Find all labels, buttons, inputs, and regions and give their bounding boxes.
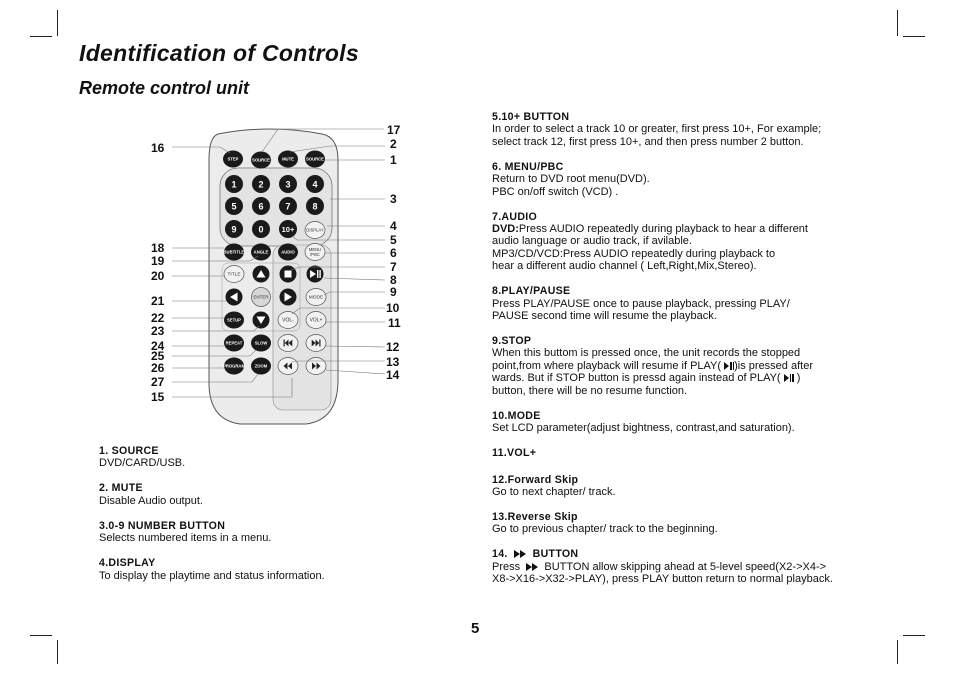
item-heading: 13.Reverse Skip (492, 510, 578, 523)
item-text (492, 360, 892, 372)
desc-item-forward-skip (492, 474, 892, 499)
desc-item-mode (492, 410, 892, 435)
item-text: Disable Audio output. (99, 494, 203, 507)
crop-mark (30, 635, 52, 636)
callout-23: 23 (151, 324, 165, 338)
title-label: TITLE (227, 272, 241, 278)
callout-4: 4 (390, 219, 397, 233)
item-text: select track 12, first press 10+, and then press number 2 button. (492, 135, 804, 148)
pause-bar-icon (792, 374, 794, 382)
left-description-column (99, 445, 399, 595)
desc-item-10plus (492, 111, 892, 148)
pause-bar-icon (790, 374, 792, 382)
item-text: Press PLAY/PAUSE once to pause playback, pressing PLAY/ (492, 297, 790, 310)
callout-15: 15 (151, 390, 165, 404)
item-text-rest: Press AUDIO repeatedly during playback to hear a different (518, 223, 808, 236)
desc-item-display (99, 557, 399, 582)
item-text (492, 223, 892, 235)
item-text-part: ) (796, 372, 801, 385)
desc-item-fast-forward (492, 548, 892, 585)
callout-18: 18 (151, 241, 165, 255)
item-text-bold: DVD: (492, 223, 519, 236)
item-heading: 12.Forward Skip (492, 473, 579, 486)
item-text: X8->X16->X32->PLAY), press PLAY button return to normal playback. (492, 573, 833, 586)
callout-3: 3 (390, 192, 397, 206)
item-text (492, 372, 892, 384)
crop-mark (897, 10, 898, 36)
number-3-label: 3 (285, 179, 291, 190)
crop-mark (57, 640, 58, 664)
item-text-part: )is pressed after (734, 359, 813, 372)
number-5-label: 5 (231, 201, 237, 212)
item-heading: 1. SOURCE (99, 445, 159, 457)
callout-21: 21 (151, 294, 165, 308)
item-text-part: Press (492, 560, 521, 573)
menu-label: MENU (308, 247, 322, 252)
crop-mark (897, 640, 898, 664)
desc-item-mute (99, 482, 399, 507)
callout-17: 17 (387, 123, 401, 137)
callout-10: 10 (386, 301, 400, 315)
play-pause-icon (724, 362, 729, 370)
mode-label: MODE (308, 295, 324, 301)
crop-mark (57, 10, 58, 36)
item-heading: 6. MENU/PBC (492, 160, 564, 173)
stop-icon (285, 271, 292, 278)
callout-1: 1 (390, 153, 397, 167)
vol-minus-label: VOL- (282, 317, 294, 324)
item-text: PBC on/off switch (VCD) . (492, 185, 619, 198)
callout-7: 7 (390, 260, 397, 274)
display-label: DISPLAY (306, 227, 324, 233)
item-text: audio language or audio track, if avilable. (492, 235, 692, 248)
callout-26: 26 (151, 361, 165, 375)
number-6-label: 6 (258, 201, 264, 212)
item-text-part: wards. But if STOP button is pressd again instead of PLAY( (492, 372, 781, 385)
item-text: DVD/CARD/USB. (99, 457, 186, 470)
number-1-label: 1 (231, 179, 237, 190)
item-text-part: BUTTON allow skipping ahead at 5-level speed(X2->X4-> (544, 560, 827, 573)
setup-label: SETUP (227, 317, 241, 323)
item-text: Go to previous chapter/ track to the beginning. (492, 523, 718, 536)
number-7-label: 7 (285, 201, 291, 212)
pause-bar-icon (730, 362, 732, 370)
crop-mark (30, 36, 52, 37)
item-text: To display the playtime and status information. (99, 569, 325, 582)
slow-label: SLOW (254, 340, 268, 346)
item-heading: 7.AUDIO (492, 210, 538, 223)
item-heading: 5.10+ BUTTON (492, 111, 570, 123)
item-text: In order to select a track 10 or greater, first press 10+, For example; (492, 123, 822, 136)
item-heading: 2. MUTE (99, 482, 143, 495)
callout-11: 11 (388, 316, 401, 330)
callout-13: 13 (386, 355, 400, 369)
desc-item-audio (492, 211, 892, 273)
callout-27: 27 (151, 375, 165, 389)
callout-8: 8 (390, 273, 397, 287)
callout-2: 2 (390, 137, 397, 151)
item-heading: 4.DISPLAY (99, 557, 156, 570)
right-description-column (492, 111, 892, 598)
enter-label: ENTER (253, 294, 269, 300)
remote-control-diagram (140, 118, 420, 428)
crop-mark (903, 36, 925, 37)
item-heading: 10.MODE (492, 409, 541, 422)
item-heading: 8.PLAY/PAUSE (492, 285, 571, 298)
item-text: When this buttom is pressed once, the unit records the stopped (492, 347, 801, 360)
source-label: SOURCE (306, 156, 324, 162)
zoom-label: ZOOM (254, 363, 268, 369)
item-text: hear a different audio channel ( Left,Right,Mix,Stereo). (492, 260, 757, 273)
item-text: Set LCD parameter(adjust bightness, contrast,and saturation). (492, 422, 795, 435)
repeat-label: REPEAT (225, 340, 243, 346)
audio-label: AUDIO (281, 249, 295, 255)
desc-item-reverse-skip (492, 511, 892, 536)
number-8-label: 8 (312, 201, 318, 212)
item-text: Go to next chapter/ track. (492, 485, 616, 498)
item-heading: 3.0-9 NUMBER BUTTON (99, 519, 226, 532)
page-subtitle: Remote control unit (79, 78, 249, 98)
desc-item-vol-plus (492, 447, 892, 459)
program-label: PROGRAM (223, 363, 245, 369)
pbc-label: /PBC (310, 252, 320, 257)
item-text: Selects numbered items in a menu. (99, 532, 272, 545)
callout-24: 24 (151, 339, 165, 353)
desc-item-stop (492, 335, 892, 397)
item-heading-part: BUTTON (532, 548, 579, 561)
fast-forward-icon (520, 550, 526, 558)
callout-5: 5 (390, 233, 397, 247)
angle-label: ANGLE (253, 249, 269, 255)
callout-25: 25 (151, 349, 165, 363)
desc-item-menu-pbc (492, 161, 892, 198)
source-top-label: SOURCE (252, 157, 270, 163)
crop-mark (903, 635, 925, 636)
callout-6: 6 (390, 246, 397, 260)
desc-item-number-button (99, 520, 399, 545)
subtitle-label: SUBTITLE (223, 249, 245, 255)
desc-item-play-pause (492, 285, 892, 322)
fast-forward-icon (532, 563, 538, 571)
number-4-label: 4 (312, 179, 318, 190)
number-2-label: 2 (258, 179, 264, 190)
item-text (492, 561, 892, 573)
vol-plus-label: VOL+ (309, 317, 323, 324)
desc-item-source (99, 445, 399, 470)
mute-label: MUTE (282, 156, 294, 162)
item-text: PAUSE second time will resume the playback. (492, 310, 717, 323)
step-label: STEP (227, 156, 239, 162)
item-text: Return to DVD root menu(DVD). (492, 173, 650, 186)
item-text: button, there will be no resume function. (492, 384, 688, 397)
play-pause-icon (784, 374, 789, 382)
item-heading: 9.STOP (492, 335, 532, 348)
callout-22: 22 (151, 311, 165, 325)
item-heading: 11.VOL+ (492, 447, 537, 460)
callout-9: 9 (390, 285, 397, 299)
callout-20: 20 (151, 269, 165, 283)
number-9-label: 9 (231, 224, 237, 235)
item-text-part: point,from where playback will resume if PLAY( (492, 359, 722, 372)
number-0-label: 0 (258, 224, 264, 235)
callout-19: 19 (151, 254, 165, 268)
item-text: MP3/CD/VCD:Press AUDIO repeatedly during playback to (492, 247, 776, 260)
ten-plus-label: 10+ (281, 225, 295, 234)
page-number: 5 (471, 620, 480, 637)
callout-16: 16 (151, 141, 165, 155)
callout-14: 14 (386, 368, 400, 382)
page-title: Identification of Controls (79, 40, 359, 66)
item-heading (492, 548, 892, 560)
item-heading-part: 14. (492, 548, 508, 561)
callout-12: 12 (386, 340, 400, 354)
